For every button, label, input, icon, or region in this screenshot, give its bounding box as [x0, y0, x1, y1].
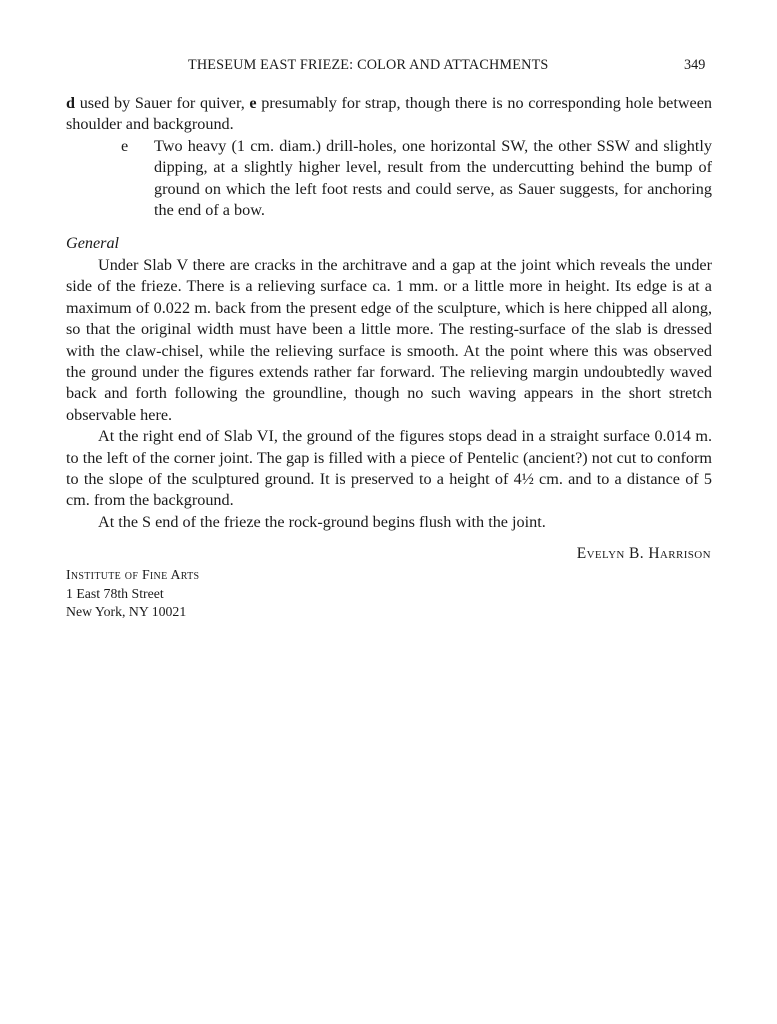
- item-letter-e: e: [249, 94, 257, 112]
- paragraph: Under Slab V there are cracks in the architrave and a gap at the joint which reveals the under side of the frieze. There is a relieving surface ca. 1 mm. or a little more in height. Its edge is at a maximum of 0.022 m. back from the present edge of the sculpture, which is here chipped all along, so that the original width must have been a little more. The resting-surface of the slab is dressed with the claw-chisel, while the relieving surface is smooth. At the point where this was observed the ground under the figures extends rather far forward. The relieving margin undoubtedly waved back and forth following the groundline, though no such waving appears in the short stretch observable here.: [66, 256, 712, 424]
- entry-e: [121, 136, 712, 222]
- section-heading: General: [66, 234, 120, 252]
- general-section-body: [66, 255, 712, 533]
- running-title: THESEUM EAST FRIEZE: COLOR AND ATTACHMENTS: [188, 57, 549, 73]
- author-address: [66, 566, 199, 622]
- paragraph: At the S end of the frieze the rock-ground begins flush with the joint.: [98, 512, 546, 531]
- continuation-paragraph: [66, 93, 712, 136]
- entry-e-letter: e: [121, 137, 129, 155]
- institution: Institute of Fine Arts: [66, 567, 200, 582]
- street: 1 East 78th Street: [66, 585, 164, 601]
- author-signature: Evelyn B. Harrison: [576, 545, 711, 562]
- entry-e-text: Two heavy (1 cm. diam.) drill-holes, one horizontal SW, the other SSW and slightly dipping, at a slightly higher level, result from the undercutting behind the bump of ground on which the left foot rests and could serve, as Sauer suggests, for anchoring the end of a bow.: [154, 137, 712, 220]
- page-number: 349: [684, 57, 706, 73]
- city: New York, NY 10021: [66, 604, 187, 619]
- item-letter-d: d: [66, 94, 76, 112]
- item-e-text: presumably for strap, though there is no corresponding hole between shoulder and background.: [66, 94, 712, 134]
- item-d-text: used by Sauer for quiver,: [75, 94, 250, 112]
- paragraph: At the right end of Slab VI, the ground of the figures stops dead in a straight surface 0.014 m. to the left of the corner joint. The gap is filled with a piece of Pentelic (ancient?) not cut to conform to the slope of the sculptured ground. It is preserved to a height of 4½ cm. and to a distance of 5 cm. from the background.: [66, 427, 712, 510]
